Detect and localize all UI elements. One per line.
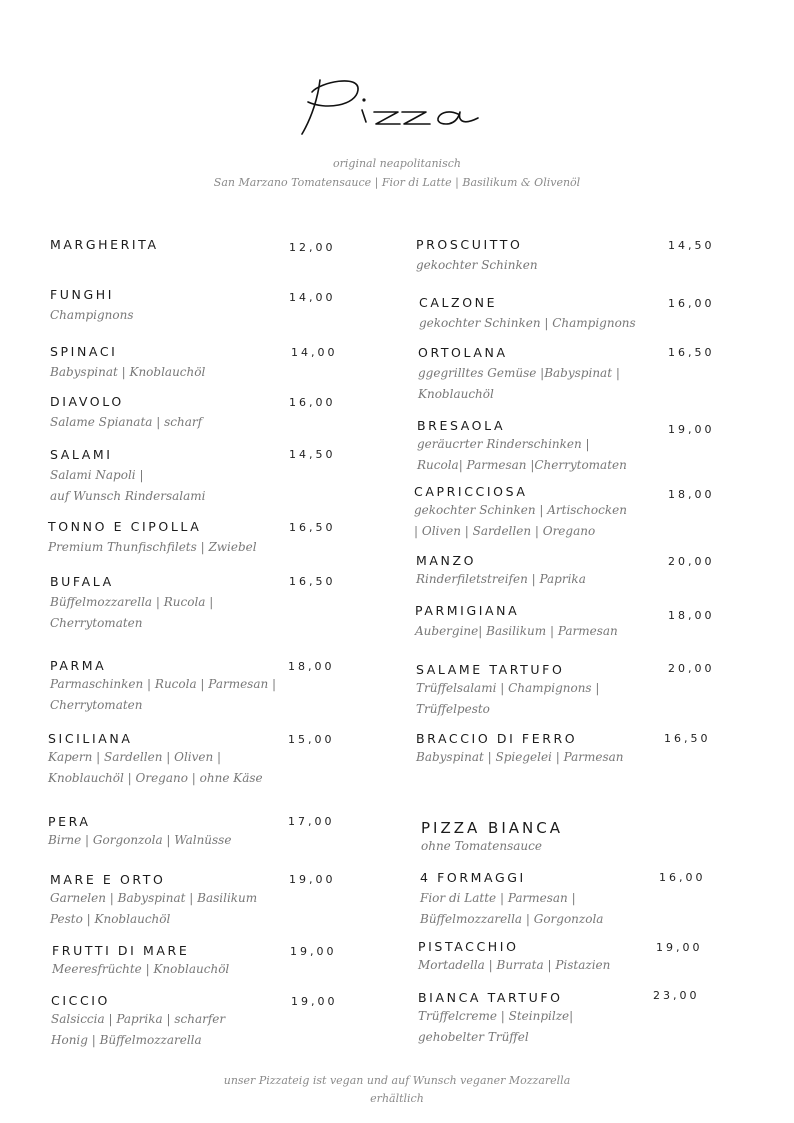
item-description: Babyspinat | Spiegelei | Parmesan [416,750,624,764]
item-price: 20,00 [668,555,715,568]
item-name: CICCIO [51,993,110,1008]
item-name: BRACCIO DI FERRO [416,731,578,746]
item-description: ggegrilltes Gemüse |Babyspinat | [418,366,620,380]
item-description: Premium Thunfischfilets | Zwiebel [48,540,257,554]
item-price: 14,50 [289,448,336,461]
menu-item-tonno-e-cipolla [48,519,257,558]
item-price: 18,00 [288,660,335,673]
menu-item-pistacchio [418,939,610,976]
item-description: Honig | Büffelmozzarella [51,1033,202,1047]
item-price: 16,00 [289,396,336,409]
item-description: Aubergine| Basilikum | Parmesan [415,624,618,638]
menu-item-proscuitto [416,237,538,276]
pizza-bianca-section [421,819,563,853]
item-name: PARMA [50,658,107,673]
item-description: Büffelmozzarella | Gorgonzola [420,912,604,926]
item-description: Parmaschinken | Rucola | Parmesan | [50,677,277,691]
menu-item-funghi [50,287,133,326]
item-description: Salame Spianata | scharf [50,415,203,429]
item-description: Meeresfrüchte | Knoblauchöl [52,962,230,976]
item-price: 12,00 [289,241,336,254]
item-description: Salsiccia | Paprika | scharfer [51,1012,226,1026]
menu-item-manzo [416,553,586,590]
item-description: Pesto | Knoblauchöl [50,912,171,926]
item-name: BIANCA TARTUFO [418,990,563,1005]
item-description: Mortadella | Burrata | Pistazien [418,958,611,972]
item-price: 16,50 [289,521,336,534]
item-name: ORTOLANA [418,345,508,360]
footer-note [0,1072,794,1108]
item-description: Rucola| Parmesan |Cherrytomaten [417,458,627,472]
item-name: TONNO E CIPOLLA [48,519,202,534]
footer-line-2: erhältlich [370,1092,424,1105]
item-name: DIAVOLO [50,394,124,409]
menu-item-braccio-di-ferro [416,731,624,768]
item-description: Champignons [50,308,134,322]
pizza-script-logo [290,62,490,152]
item-description: Garnelen | Babyspinat | Basilikum [50,891,258,905]
item-description: Knoblauchöl | Oregano | ohne Käse [48,771,263,785]
menu-item-bufala [50,574,213,634]
section-title: PIZZA BIANCA [421,819,563,837]
section-subtitle: ohne Tomatensauce [421,839,542,853]
menu-item-salami [50,447,206,507]
item-description: Büffelmozzarella | Rucola | [50,595,214,609]
item-price: 14,50 [668,239,715,252]
item-price: 15,00 [288,733,335,746]
item-description: gekochter Schinken | Artischocken [414,503,627,517]
item-name: BRESAOLA [417,418,506,433]
item-name: PARMIGIANA [415,603,520,618]
item-name: SALAME TARTUFO [416,662,565,677]
item-description: | Oliven | Sardellen | Oregano [414,524,596,538]
item-price: 19,00 [289,873,336,886]
menu-item-pera [48,814,231,851]
item-price: 18,00 [668,609,715,622]
menu-item-ciccio [51,993,225,1051]
item-description: Cherrytomaten [50,698,143,712]
menu-item-parmigiana [415,603,618,642]
item-name: SICILIANA [48,731,133,746]
menu-item-frutti-di-mare [52,943,229,980]
item-description: Cherrytomaten [50,616,143,630]
item-description: Trüffelpesto [416,702,490,716]
menu-item-diavolo [50,394,202,433]
item-price: 16,50 [289,575,336,588]
item-description: geräucrter Rinderschinken | [417,437,590,451]
item-price: 19,00 [290,945,337,958]
item-price: 20,00 [668,662,715,675]
item-price: 16,00 [659,871,706,884]
item-price: 23,00 [653,989,700,1002]
item-price: 16,50 [664,732,711,745]
item-name: BUFALA [50,574,114,589]
item-description: Rinderfiletstreifen | Paprika [416,572,586,586]
menu-item-4-formaggi [420,870,603,930]
item-price: 19,00 [291,995,338,1008]
item-description: Babyspinat | Knoblauchöl [50,365,206,379]
item-name: PERA [48,814,91,829]
item-name: FRUTTI DI MARE [52,943,190,958]
menu-item-parma [50,658,276,716]
item-description: Kapern | Sardellen | Oliven | [48,750,222,764]
item-name: MARE E ORTO [50,872,166,887]
menu-item-ortolana [418,345,620,405]
item-name: PROSCUITTO [416,237,523,252]
item-price: 14,00 [289,291,336,304]
item-description: Salami Napoli | [50,468,144,482]
menu-item-calzone [419,295,636,334]
menu-item-spinaci [50,344,205,383]
item-name: 4 FORMAGGI [420,870,526,885]
item-description: auf Wunsch Rindersalami [50,489,206,503]
menu-item-salame-tartufo [416,662,599,720]
item-name: PISTACCHIO [418,939,519,954]
item-name: FUNGHI [50,287,115,302]
item-name: SPINACI [50,344,118,359]
menu-item-margherita [50,237,159,253]
menu-item-bianca-tartufo [418,990,573,1048]
menu-item-mare-e-orto [50,872,257,930]
menu-item-bresaola [417,418,627,476]
item-description: gekochter Schinken | Champignons [419,316,636,330]
item-price: 18,00 [668,488,715,501]
menu-item-siciliana [48,731,263,789]
item-description: Trüffelcreme | Steinpilze| [418,1009,574,1023]
footer-line-1: unser Pizzateig ist vegan und auf Wunsch veganer Mozzarella [223,1074,571,1087]
item-name: MARGHERITA [50,237,159,252]
item-name: CALZONE [419,295,498,310]
subtitle-line-1: original neapolitanisch [333,157,461,170]
menu-item-capricciosa [414,484,627,542]
item-price: 17,00 [288,815,335,828]
item-price: 14,00 [291,346,338,359]
item-description: Fior di Latte | Parmesan | [420,891,576,905]
item-price: 16,50 [668,346,715,359]
item-description: gehobelter Trüffel [418,1030,529,1044]
item-price: 16,00 [668,297,715,310]
item-price: 19,00 [656,941,703,954]
item-name: CAPRICCIOSA [414,484,528,499]
item-description: gekochter Schinken [416,258,538,272]
item-name: MANZO [416,553,477,568]
item-description: Trüffelsalami | Champignons | [416,681,600,695]
item-description: Knoblauchöl [418,387,494,401]
item-price: 19,00 [668,423,715,436]
item-description: Birne | Gorgonzola | Walnüsse [48,833,232,847]
item-name: SALAMI [50,447,113,462]
menu-title [290,62,490,152]
subtitle-line-2: San Marzano Tomatensauce | Fior di Latte | Basilikum & Olivenöl [213,176,581,189]
